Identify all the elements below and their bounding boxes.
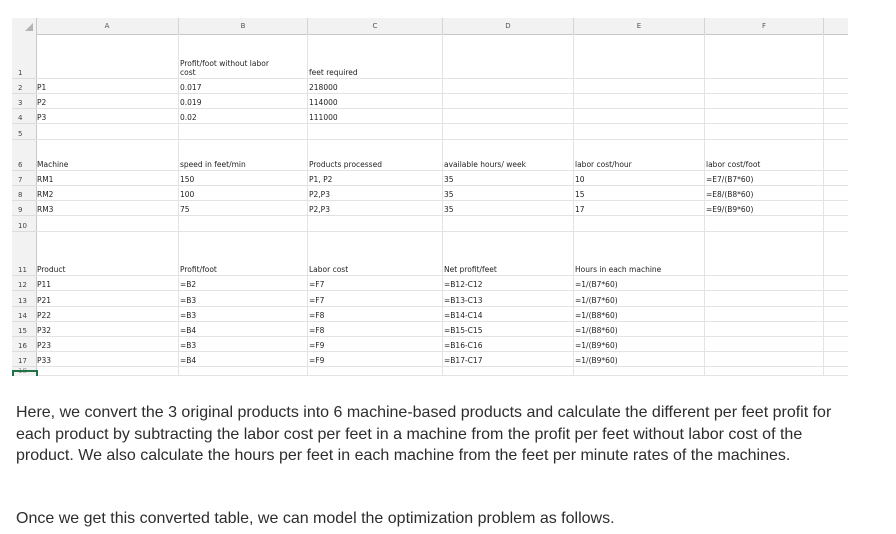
cell-a4[interactable]: P3 [37,113,47,122]
cell-c7[interactable]: P1, P2 [309,175,333,184]
cell-a9[interactable]: RM3 [37,205,54,214]
column-gridline [442,34,443,376]
explanation-paragraph: Here, we convert the 3 original products into 6 machine-based products and calculate the different per feet profit for each product by subtracting the labor cost per feet in a machine from the profit per feet without labor cost of the product. We also calculate the hours per feet in each machine from the feet per minute rates of the machines. [16,404,832,465]
cell-b16[interactable]: =B3 [180,341,197,350]
cell-f8[interactable]: =E8/(B8*60) [706,190,754,199]
row-header-1[interactable]: 1 [12,34,36,79]
cell-a7[interactable]: RM1 [37,175,54,184]
cell-d12[interactable]: =B12-C12 [444,280,483,289]
column-gridline [178,34,179,376]
cell-d8[interactable]: 35 [444,190,454,199]
row-header-3[interactable]: 3 [12,94,36,109]
select-all-triangle-icon [25,23,33,31]
row-header-13[interactable]: 13 [12,291,36,307]
cell-c17[interactable]: =F9 [309,356,325,365]
cell-e8[interactable]: 15 [575,190,585,199]
select-all-corner[interactable] [12,18,37,34]
active-cell-indicator [12,370,38,376]
cell-d13[interactable]: =B13-C13 [444,296,483,305]
cell-c3[interactable]: 114000 [309,98,338,107]
row-header-15[interactable]: 15 [12,322,36,337]
row-header-16[interactable]: 16 [12,337,36,352]
column-header-e[interactable]: E [574,18,705,34]
column-header-a[interactable]: A [36,18,179,34]
cell-c1[interactable]: feet required [309,68,358,77]
cell-a12[interactable]: P11 [37,280,52,289]
cell-b8[interactable]: 100 [180,190,195,199]
cell-d14[interactable]: =B14-C14 [444,311,483,320]
row-header-8[interactable]: 8 [12,186,36,201]
cell-d7[interactable]: 35 [444,175,454,184]
cell-e13[interactable]: =1/(B7*60) [575,296,618,305]
cell-b17[interactable]: =B4 [180,356,197,365]
cell-e6[interactable]: labor cost/hour [575,160,632,169]
column-gridline [573,34,574,376]
cell-d15[interactable]: =B15-C15 [444,326,483,335]
cell-a15[interactable]: P32 [37,326,52,335]
cell-a8[interactable]: RM2 [37,190,54,199]
cell-b9[interactable]: 75 [180,205,190,214]
cell-e12[interactable]: =1/(B7*60) [575,280,618,289]
cell-c16[interactable]: =F9 [309,341,325,350]
cell-b1[interactable]: Profit/foot without labor cost [180,59,269,77]
cell-f7[interactable]: =E7/(B7*60) [706,175,754,184]
cell-c9[interactable]: P2,P3 [309,205,330,214]
row-header-12[interactable]: 12 [12,276,36,291]
cell-b4[interactable]: 0.02 [180,113,197,122]
cell-e16[interactable]: =1/(B9*60) [575,341,618,350]
cell-b2[interactable]: 0.017 [180,83,202,92]
row-header-17[interactable]: 17 [12,352,36,367]
row-header-4[interactable]: 4 [12,109,36,124]
cell-c8[interactable]: P2,P3 [309,190,330,199]
cell-d9[interactable]: 35 [444,205,454,214]
row-header-9[interactable]: 9 [12,201,36,216]
cell-e11[interactable]: Hours in each machine [575,265,662,274]
cell-c12[interactable]: =F7 [309,280,325,289]
cell-a6[interactable]: Machine [37,160,69,169]
cell-e7[interactable]: 10 [575,175,585,184]
followup-paragraph: Once we get this converted table, we can model the optimization problem as follows. [16,510,615,527]
row-header-5[interactable]: 5 [12,124,36,140]
column-gridline [823,34,824,376]
column-header-b[interactable]: B [179,18,308,34]
row-header-10[interactable]: 10 [12,216,36,232]
cell-c14[interactable]: =F8 [309,311,325,320]
column-gridline [704,34,705,376]
cell-a13[interactable]: P21 [37,296,52,305]
row-header-6[interactable]: 6 [12,140,36,171]
row-header-7[interactable]: 7 [12,171,36,186]
cell-a16[interactable]: P23 [37,341,52,350]
cell-b14[interactable]: =B3 [180,311,197,320]
cell-d16[interactable]: =B16-C16 [444,341,483,350]
cell-c13[interactable]: =F7 [309,296,325,305]
cell-b11[interactable]: Profit/foot [180,265,217,274]
column-header-f[interactable]: F [705,18,824,34]
cell-c11[interactable]: Labor cost [309,265,349,274]
cell-c6[interactable]: Products processed [309,160,382,169]
cell-c2[interactable]: 218000 [309,83,338,92]
cell-b7[interactable]: 150 [180,175,195,184]
cell-a2[interactable]: P1 [37,83,47,92]
column-gridline [307,34,308,376]
cell-d17[interactable]: =B17-C17 [444,356,483,365]
cell-b6[interactable]: speed in feet/min [180,160,246,169]
cell-a3[interactable]: P2 [37,98,47,107]
cell-b15[interactable]: =B4 [180,326,197,335]
row-header-14[interactable]: 14 [12,307,36,322]
row-header-11[interactable]: 11 [12,232,36,276]
cell-f9[interactable]: =E9/(B9*60) [706,205,754,214]
row-header-2[interactable]: 2 [12,79,36,94]
cell-f6[interactable]: labor cost/foot [706,160,761,169]
cell-b13[interactable]: =B3 [180,296,197,305]
cell-a14[interactable]: P22 [37,311,52,320]
cell-e15[interactable]: =1/(B8*60) [575,326,618,335]
cell-e9[interactable]: 17 [575,205,585,214]
cell-e14[interactable]: =1/(B8*60) [575,311,618,320]
cell-b12[interactable]: =B2 [180,280,197,289]
cell-c4[interactable]: 111000 [309,113,338,122]
cell-e17[interactable]: =1/(B9*60) [575,356,618,365]
cell-d6[interactable]: available hours/ week [444,160,526,169]
cell-a11[interactable]: Product [37,265,66,274]
column-header-c[interactable]: C [308,18,443,34]
cell-a17[interactable]: P33 [37,356,52,365]
cell-b3[interactable]: 0.019 [180,98,202,107]
cell-d11[interactable]: Net profit/feet [444,265,497,274]
cell-c15[interactable]: =F8 [309,326,325,335]
row-header-18[interactable]: 18 [18,367,27,375]
spreadsheet-screenshot [12,18,848,376]
column-header-d[interactable]: D [443,18,574,34]
